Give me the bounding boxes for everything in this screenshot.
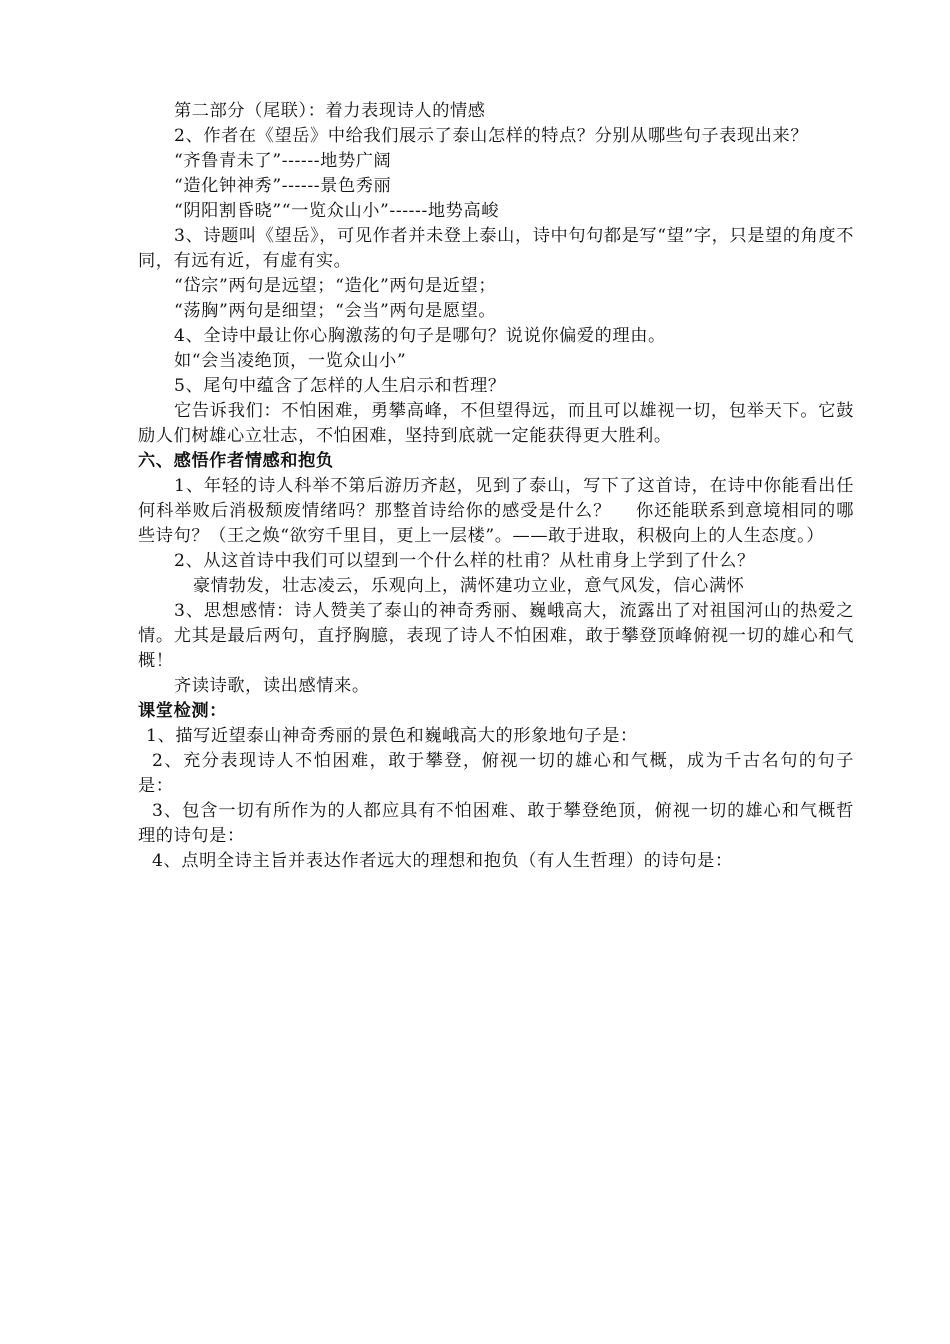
answer-2-line-3: “阴阳割昏晓”“一览众山小”------地势高峻 xyxy=(174,201,500,221)
test-question-1: 1、描写近望泰山神奇秀丽的景色和巍峨高大的形象地句子是： xyxy=(146,726,638,746)
section-six-item-2-answer: 豪情勃发，壮志凌云，乐观向上，满怀建功立业，意气风发，信心满怀 xyxy=(193,576,745,596)
document-body xyxy=(138,99,854,874)
answer-5: 它告诉我们：不怕困难，勇攀高峰，不但望得远，而且可以雄视一切，包举天下。它鼓励人们树雄心立壮志，不怕困难，坚持到底就一定能获得更大胜利。 xyxy=(138,401,854,446)
answer-3-line-1: “岱宗”两句是远望；“造化”两句是近望； xyxy=(174,276,497,296)
section-six-heading: 六、感悟作者情感和抱负 xyxy=(138,451,334,471)
section-six-item-1: 1、年轻的诗人科举不第后游历齐赵，见到了泰山，写下了这首诗，在诗中你能看出任何科举败后消极颓废情绪吗？那整首诗给你的感受是什么？ 你还能联系到意境相同的哪些诗句？（王之焕“欲穷千里目，更上一层楼”。——敢于进取，积极向上的人生态度。） xyxy=(138,476,854,546)
class-test-heading: 课堂检测： xyxy=(138,701,227,721)
question-2: 2、作者在《望岳》中给我们展示了泰山怎样的特点？分别从哪些句子表现出来？ xyxy=(174,126,809,146)
question-5: 5、尾句中蕴含了怎样的人生启示和哲理？ xyxy=(174,376,506,396)
answer-4: 如“会当凌绝顶，一览众山小” xyxy=(174,351,407,371)
answer-2-line-1: “齐鲁青未了”------地势广阔 xyxy=(174,151,392,171)
answer-2-line-2: “造化钟神秀”------景色秀丽 xyxy=(174,176,392,196)
question-3: 3、诗题叫《望岳》，可见作者并未登上泰山，诗中句句都是写“望”字，只是望的角度不同，有远有近，有虚有实。 xyxy=(138,226,854,271)
section-six-item-2: 2、从这首诗中我们可以望到一个什么样的杜甫？从杜甫身上学到了什么？ xyxy=(174,551,755,571)
read-aloud-note: 齐读诗歌，读出感情来。 xyxy=(174,676,370,696)
test-question-2: 2、充分表现诗人不怕困难，敢于攀登，俯视一切的雄心和气概，成为千古名句的句子是： xyxy=(138,751,854,796)
test-question-4: 4、点明全诗主旨并表达作者远大的理想和抱负（有人生哲理）的诗句是： xyxy=(152,851,733,871)
question-4: 4、全诗中最让你心胸激荡的句子是哪句？说说你偏爱的理由。 xyxy=(174,326,666,346)
part-two-heading: 第二部分（尾联）：着力表现诗人的情感 xyxy=(174,101,486,121)
answer-3-line-2: “荡胸”两句是细望；“会当”两句是愿望。 xyxy=(174,301,497,321)
test-question-3: 3、包含一切有所作为的人都应具有不怕困难、敢于攀登绝顶，俯视一切的雄心和气概哲理的诗句是： xyxy=(138,801,854,846)
section-six-item-3: 3、思想感情：诗人赞美了泰山的神奇秀丽、巍峨高大，流露出了对祖国河山的热爱之情。尤其是最后两句，直抒胸臆，表现了诗人不怕困难，敢于攀登顶峰俯视一切的雄心和气概！ xyxy=(138,601,854,671)
